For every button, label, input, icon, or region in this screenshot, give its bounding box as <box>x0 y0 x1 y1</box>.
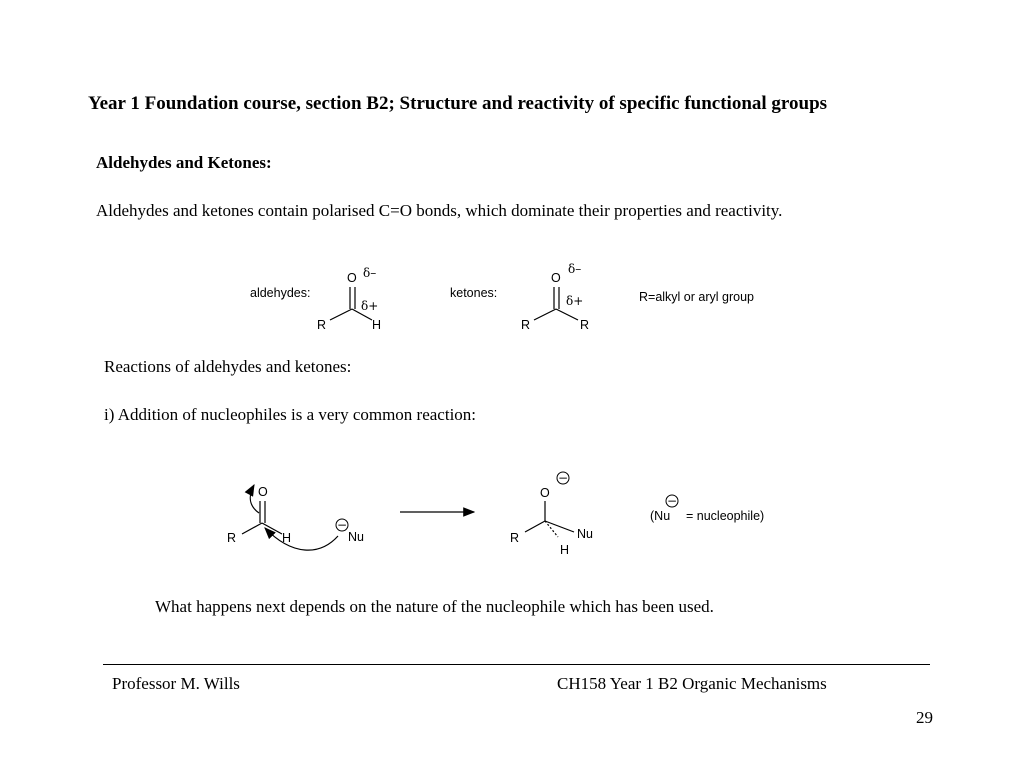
nucleophile-legend <box>650 494 764 523</box>
ketone-r1: R <box>521 318 531 332</box>
slide-title: Year 1 Foundation course, section B2; Structure and reactivity of specific functional groups <box>88 93 828 114</box>
product-h: H <box>560 543 570 557</box>
nucleophile-nu: Nu <box>348 530 364 544</box>
legend-minus: − <box>666 494 678 508</box>
product-nu: Nu <box>577 527 593 541</box>
page-number: 29 <box>916 708 933 727</box>
aldehyde-structure <box>250 266 381 332</box>
legend-nu: (Nu <box>650 509 671 523</box>
footer-author: Professor M. Wills <box>112 674 240 693</box>
aldehyde-oxygen: O <box>347 271 357 285</box>
ketone-delta-plus: δ+ <box>566 294 584 308</box>
mechanism-product <box>510 471 593 557</box>
nu-minus: − <box>336 518 348 532</box>
aldehyde-h: H <box>372 318 382 332</box>
footer-divider <box>103 664 930 665</box>
reactant-h: H <box>282 531 292 545</box>
aldehyde-delta-minus: δ– <box>363 266 377 280</box>
ketone-oxygen: O <box>551 271 561 285</box>
ketone-r2: R <box>580 318 590 332</box>
footer-course: CH158 Year 1 B2 Organic Mechanisms <box>557 674 827 693</box>
reactant-r: R <box>227 531 237 545</box>
r-group-note: R=alkyl or aryl group <box>639 290 754 304</box>
aldehyde-delta-plus: δ+ <box>361 299 379 313</box>
ketone-delta-minus: δ– <box>568 262 582 276</box>
ketones-label: ketones: <box>450 286 498 300</box>
next-text: What happens next depends on the nature of the nucleophile which has been used. <box>155 597 714 616</box>
oxygen-minus: − <box>557 471 569 485</box>
aldehyde-r: R <box>317 318 327 332</box>
section-heading: Aldehydes and Ketones: <box>96 153 272 172</box>
reactions-heading: Reactions of aldehydes and ketones: <box>104 357 352 376</box>
product-r: R <box>510 531 520 545</box>
addition-text: i) Addition of nucleophiles is a very common reaction: <box>104 405 477 424</box>
intro-text: Aldehydes and ketones contain polarised C=O bonds, which dominate their properties and reactivity. <box>96 201 783 220</box>
ketone-structure <box>450 262 754 332</box>
legend-definition: = nucleophile) <box>686 509 765 523</box>
product-oxygen: O <box>540 486 550 500</box>
mechanism-reactant <box>227 485 364 550</box>
reactant-oxygen: O <box>258 485 268 499</box>
aldehydes-label: aldehydes: <box>250 286 311 300</box>
